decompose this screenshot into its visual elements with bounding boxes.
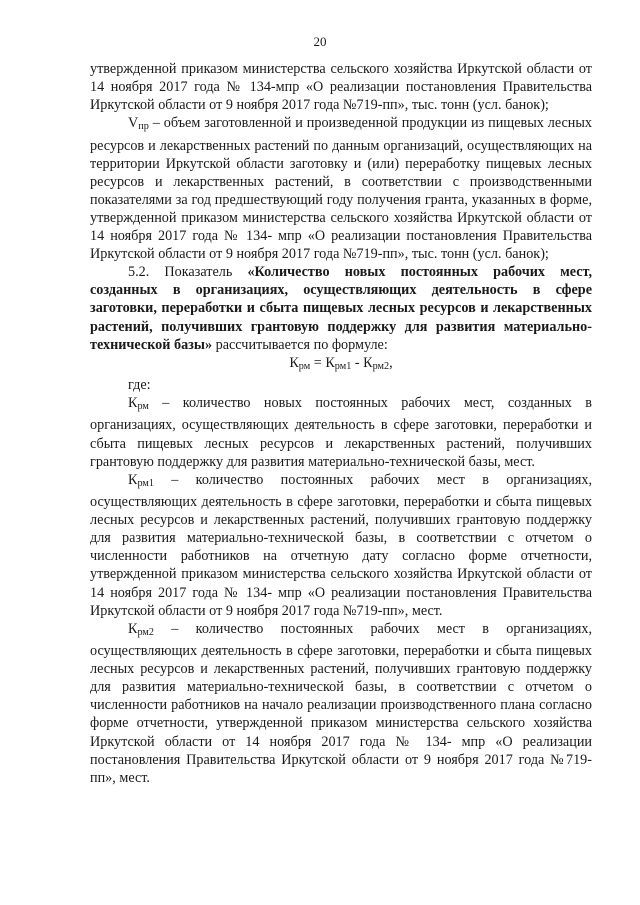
definition-krm1-text: – количество постоянных рабочих мест в организациях, осуществляющих деятельность в сфере заготовки, переработки и сбыта пищевых лесных ресурсов и лекарственных растений, получивших грантовую поддержку для развития материально-технической базы, в соответствии с отчетом о численности работников на отчетную дату согласно форме отчетности, утвержденной приказом министерства сельского хозяйства Иркутской области от 14 ноября 2017 года № 134- мпр «О реализации постановления Правительства Иркутской области от 9 ноября 2017 года №719-пп», мест. [90,471,592,619]
definition-krm2-term: К [128,620,138,637]
definition-krm-term: К [128,395,138,412]
page-number: 20 [313,34,327,49]
formula-term1-subscript: рм1 [334,360,352,372]
definition-krm1-subscript: рм1 [137,478,154,489]
formula-equals: = К [310,354,335,371]
formula-term2-subscript: рм2 [372,360,390,372]
indicator-lead: 5.2. Показатель [128,264,248,281]
formula-lhs: К [289,354,299,371]
definition-krm2-text: – количество постоянных рабочих мест в организациях, осуществляющих деятельность в сфере заготовки, переработки и сбыта пищевых лесных ресурсов и лекарственных растений, получивших грантовую поддержку для развития материально-технической базы, в соответствии с отчетом о численности работников на начало реализации производственного плана согласно форме отчетности, утвержденной приказом министерства сельского хозяйства Иркутской области от 14 ноября 2017 года № 134- мпр «О реализации постановления Правительства Иркутской области от 9 ноября 2017 года №719-пп», мест. [90,620,592,786]
definition-krm [90,394,592,471]
formula-minus: - К [351,354,373,371]
volume-definition-text: – объем заготовленной и произведенной продукции из пищевых лесных ресурсов и лекарственных растений по данным организаций, осуществляющих на территории Иркутской области заготовку и (или) переработку пищевых лесных ресурсов и лекарственных растений, в соответствии с производственными показателями за год предшествующий году получения гранта, указанных в форме, утвержденной приказом министерства сельского хозяйства Иркутской области от 14 ноября 2017 года № 134- мпр «О реализации постановления Правительства Иркутской области от 9 ноября 2017 года №719-пп», тыс. тонн (усл. банок); [90,115,592,263]
definition-krm1-term: К [128,471,138,488]
indicator-tail: рассчитывается по формуле: [212,336,388,353]
formula [90,354,592,376]
where-label: где: [128,377,151,394]
paragraph-approved-form: утвержденной приказом министерства сельского хозяйства Иркутской области от 14 ноября 2017 года № 134-мпр «О реализации постановления Правительства Иркутской области от 9 ноября 2017 года №719-пп», тыс. тонн (усл. банок); [90,61,592,114]
definition-krm-text: – количество новых постоянных рабочих мест, созданных в организациях, осуществляющих деятельность в сфере заготовки, переработки и сбыта пищевых лесных ресурсов и лекарственных растений, получивших грантовую поддержку для развития материально-технической базы, мест. [90,395,592,470]
paragraph-volume-definition [90,114,592,263]
formula-lhs-subscript: рм [298,360,311,372]
paragraph-indicator-5-2 [90,263,592,353]
indicator-title: «Количество новых постоянных рабочих мест, созданных в организациях, осуществляющих деятельность в сфере заготовки, переработки и сбыта пищевых лесных ресурсов и лекарственных растений, получивших грантовую поддержку для развития материально-технической базы» [90,264,592,353]
formula-end: , [389,354,393,371]
volume-symbol: V [128,115,139,132]
definition-krm1 [90,471,592,620]
definition-krm-subscript: рм [137,401,149,413]
definition-krm2 [90,620,592,787]
document-body [90,60,592,787]
volume-symbol-subscript: пр [138,121,149,133]
definition-krm2-subscript: рм2 [137,626,154,638]
